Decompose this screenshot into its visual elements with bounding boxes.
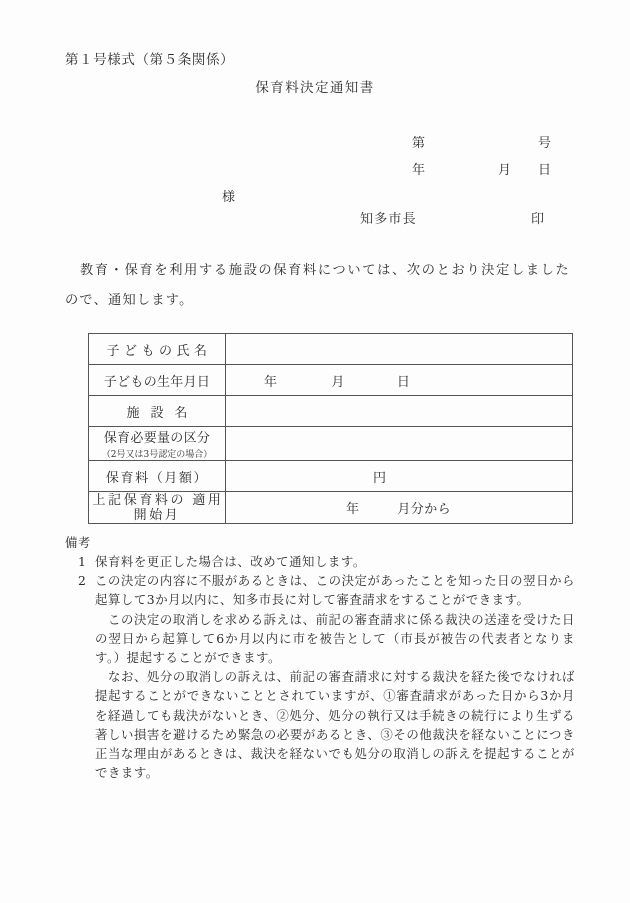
document-number-row <box>412 128 572 155</box>
row-value-monthly-fee[interactable] <box>226 461 573 492</box>
table-row <box>89 427 573 461</box>
row-label-child-birthdate <box>89 365 226 396</box>
document-date-day: 日 <box>538 163 552 178</box>
body-paragraph: 教育・保育を利用する施設の保育料については、次のとおり決定しましたので、通知します。 <box>65 263 570 308</box>
document-date-month: 月 <box>498 163 512 178</box>
notes-section <box>65 533 575 782</box>
document-number-prefix: 第 <box>412 136 426 151</box>
form-number: 第１号様式（第５条関係） <box>65 52 235 68</box>
note-paragraph: この決定の内容に不服があるときは、この決定があったことを知った日の翌日から起算して3か月以内に、知多市長に対して審査請求をすることができます。 <box>95 573 575 608</box>
note-paragraph: この決定の取消しを求める訴えは、前記の審査請求に係る裁決の送達を受けた日の翌日から起算して6か月以内に市を被告として（市長が被告の代表者となります。）提起することができます。 <box>95 611 575 666</box>
yen-unit: 円 <box>373 470 387 486</box>
seal-mark: 印 <box>531 212 545 227</box>
decision-details-table <box>88 333 573 524</box>
row-value-child-name[interactable] <box>226 334 573 365</box>
table-row <box>89 492 573 524</box>
table-row <box>89 396 573 427</box>
row-label-monthly-fee <box>89 461 226 492</box>
row-value-care-amount-category[interactable] <box>226 427 573 461</box>
label-text-line2: 適用開始月 <box>133 492 224 523</box>
notes-heading: 備考 <box>65 535 91 550</box>
note-paragraph: 保育料を更正した場合は、改めて通知します。 <box>95 554 366 569</box>
label-text-line1: 上記保育料の <box>92 492 187 508</box>
note-paragraph: なお、処分の取消しの訴えは、前記の審査請求に対する裁決を経た後でなければ提起することができないこととされていますが、①審査請求があった日から3か月を経過しても裁決がないとき、②処分、処分の執行又は手続きの続行により生ずる著しい損害を避けるため緊急の必要があるとき、③その他裁決を経ないことにつき正当な理由があるときは、裁決を経ないでも処分の取消しの訴えを提起することができます。 <box>95 669 575 781</box>
start-month-from: 月分から <box>397 502 452 517</box>
addressee-honorific: 様 <box>222 190 236 205</box>
document-date-row <box>412 155 572 182</box>
row-label-application-start-month <box>89 492 226 524</box>
issuer-name: 知多市長 <box>360 212 417 227</box>
label-text: 子どもの生年月日 <box>103 374 211 390</box>
birthdate-day: 日 <box>396 374 411 390</box>
document-date-year: 年 <box>412 163 426 178</box>
row-value-child-birthdate[interactable] <box>226 365 573 396</box>
birthdate-placeholders <box>226 371 572 390</box>
note-body <box>95 552 575 571</box>
note-number: 1 <box>78 554 86 569</box>
table-row <box>89 334 573 365</box>
label-text: 子どもの氏名 <box>106 343 212 359</box>
row-label-child-name <box>89 334 226 365</box>
birthdate-month: 月 <box>331 374 345 390</box>
start-month-placeholders <box>226 498 572 517</box>
start-year: 年 <box>346 502 360 517</box>
document-meta-block <box>412 128 572 182</box>
row-label-facility-name <box>89 396 226 427</box>
note-number: 2 <box>78 573 86 589</box>
label-text-stack <box>89 493 225 523</box>
note-body <box>95 571 575 782</box>
row-label-care-amount-category <box>89 427 226 461</box>
note-item-2 <box>65 571 575 782</box>
label-text: 保育必要量の区分 <box>103 431 211 446</box>
label-text: 施設名 <box>126 405 199 421</box>
document-number-suffix: 号 <box>538 136 552 151</box>
table-row <box>89 365 573 396</box>
row-value-facility-name[interactable] <box>226 396 573 427</box>
label-sub-note: （2号又は3号認定の場合） <box>101 450 213 460</box>
note-item-1 <box>65 552 575 571</box>
label-text: 保育料（月額） <box>105 470 209 486</box>
page-title: 保育料決定通知書 <box>255 80 375 96</box>
birthdate-year: 年 <box>264 374 278 390</box>
row-value-application-start-month[interactable] <box>226 492 573 524</box>
table-row <box>89 461 573 492</box>
